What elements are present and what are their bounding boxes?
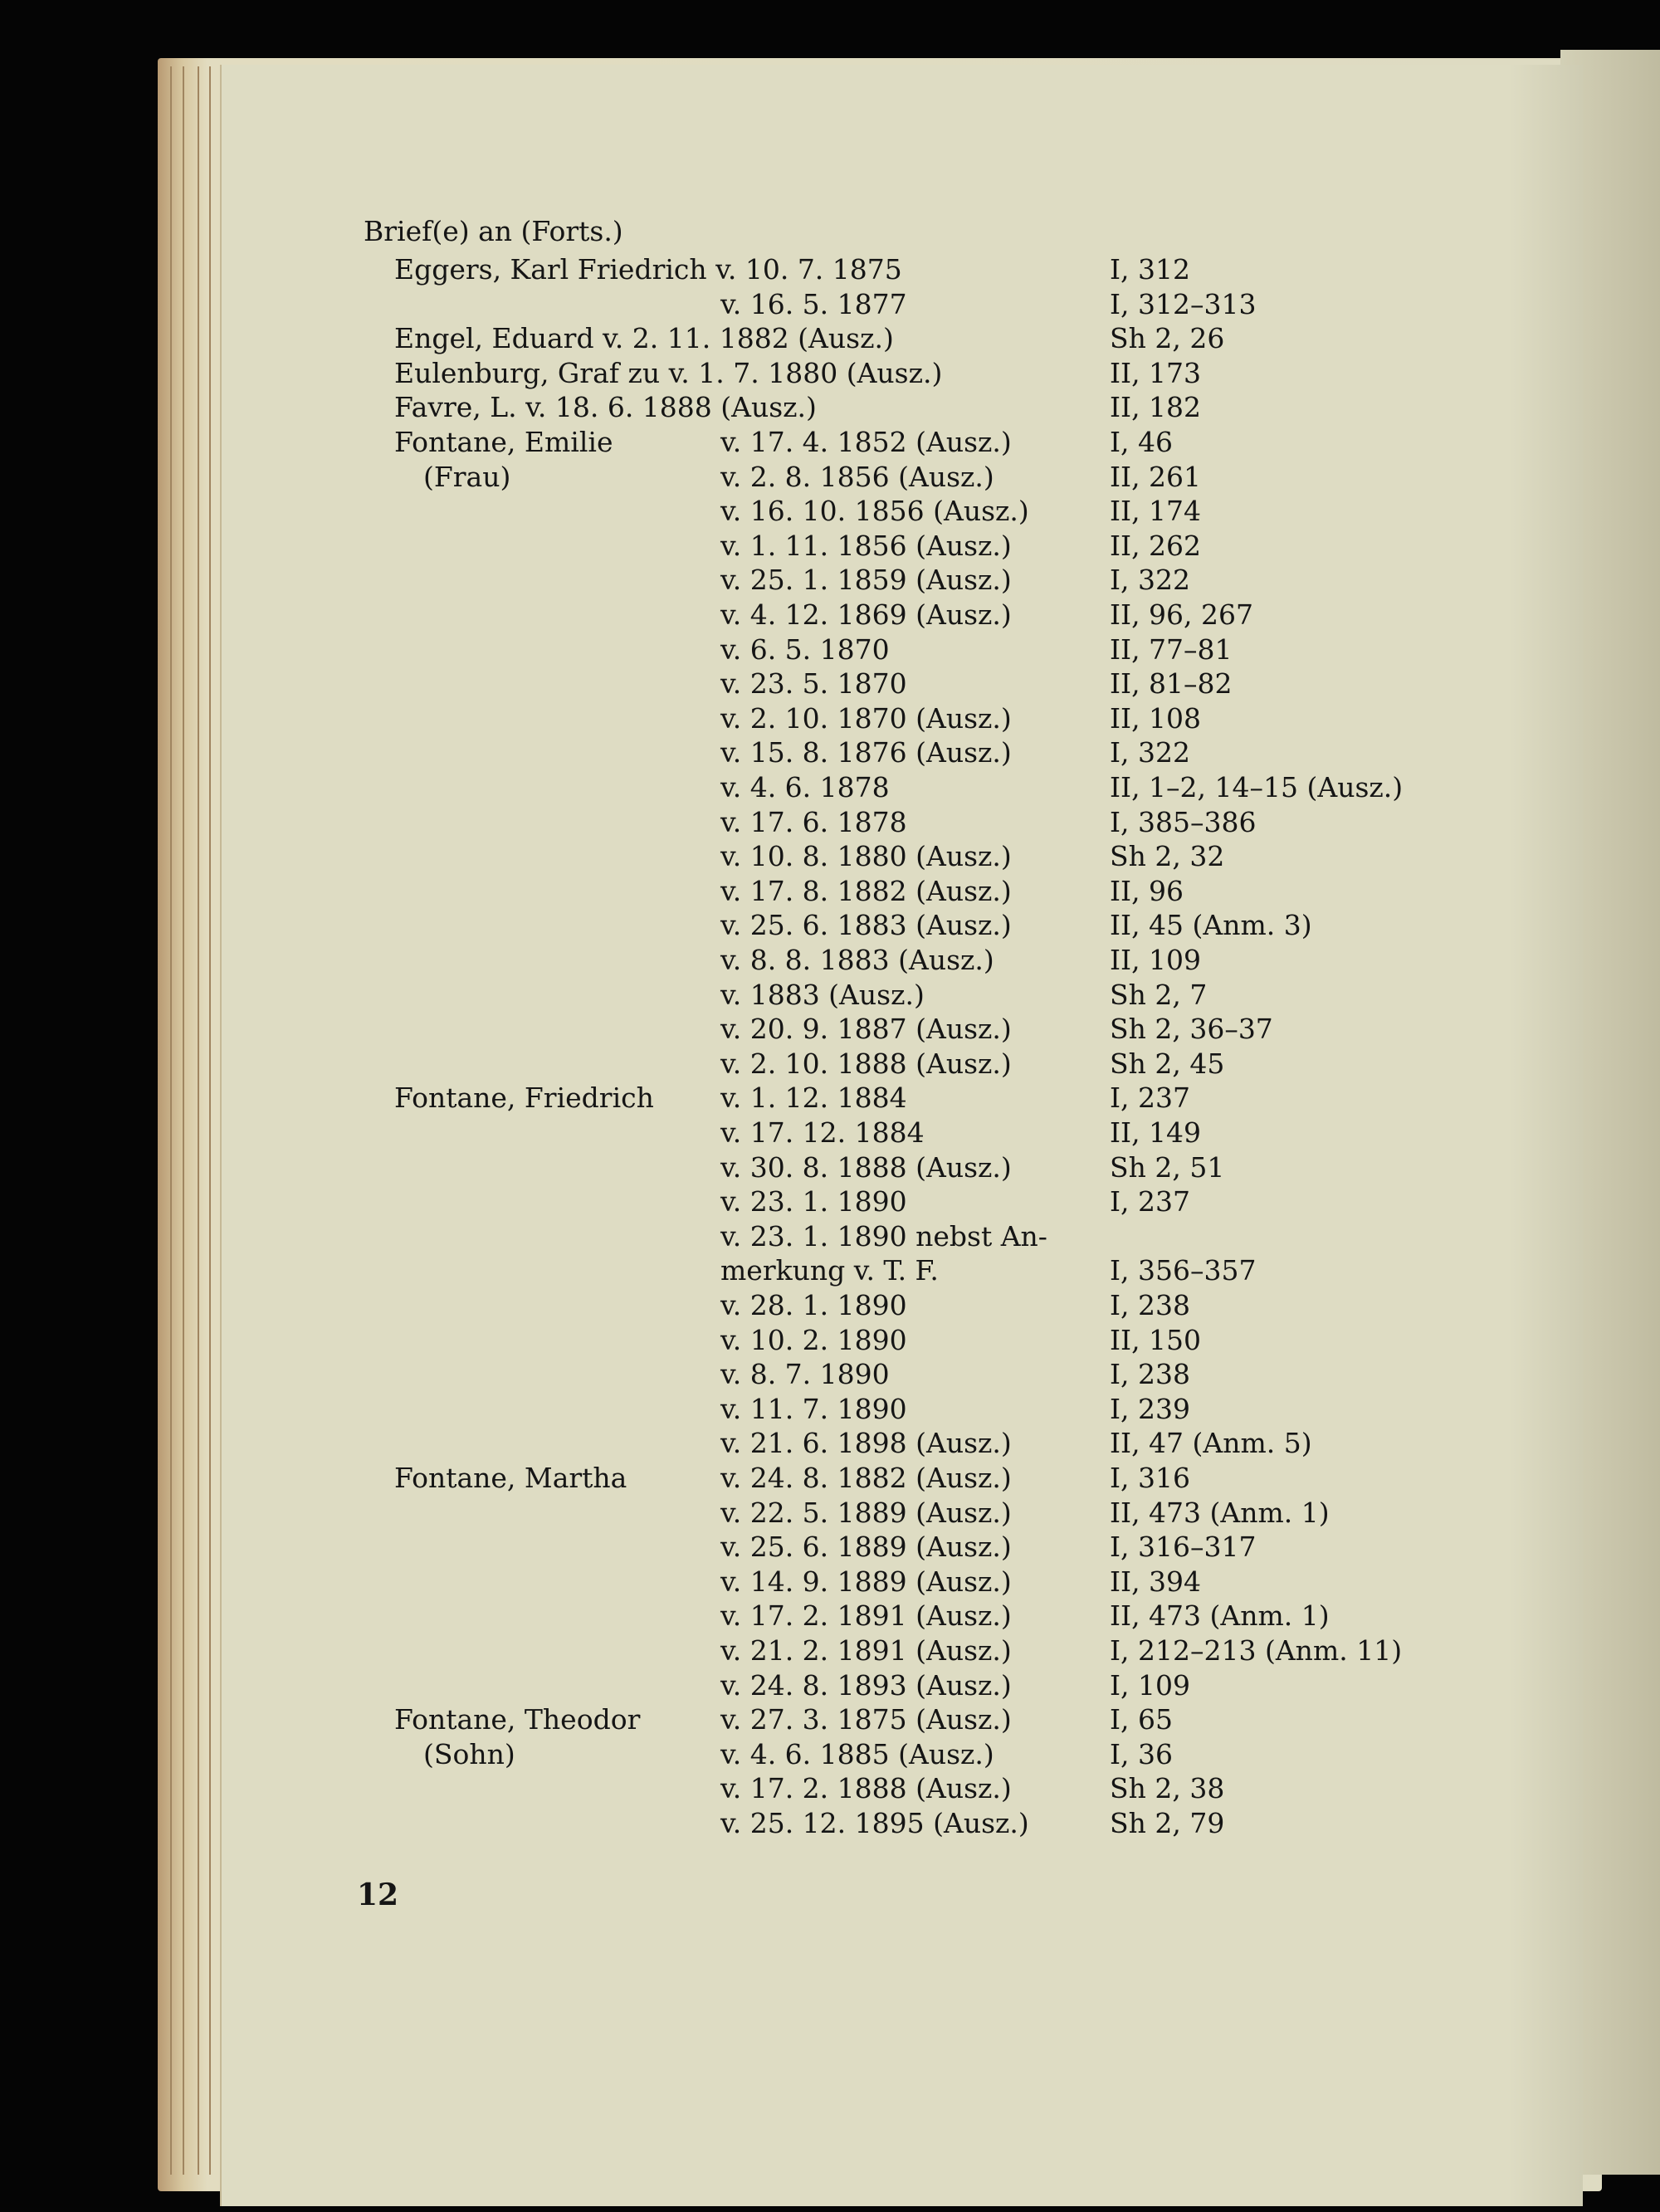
entry-reference: I, 322 xyxy=(1110,736,1191,769)
entry-date: v. 23. 1. 1890 xyxy=(720,1185,907,1218)
entry-date: merkung v. T. F. xyxy=(720,1254,939,1287)
entry-reference: II, 96 xyxy=(1110,875,1184,907)
entry-name: Fontane, Martha xyxy=(394,1462,627,1494)
entry-date: v. 17. 6. 1878 xyxy=(720,806,907,838)
entry-reference: I, 239 xyxy=(1110,1393,1191,1425)
entry-date: v. 25. 6. 1889 (Ausz.) xyxy=(720,1531,1012,1563)
entry-date: v. 17. 12. 1884 xyxy=(720,1116,925,1149)
entry-reference: I, 316–317 xyxy=(1110,1531,1257,1563)
entry-reference: Sh 2, 79 xyxy=(1110,1807,1225,1839)
entry-reference: II, 108 xyxy=(1110,702,1202,735)
entry-date: v. 4. 12. 1869 (Ausz.) xyxy=(720,598,1012,631)
entry-reference: I, 356–357 xyxy=(1110,1254,1257,1287)
entry-reference: II, 47 (Anm. 5) xyxy=(1110,1427,1312,1459)
entry-date: v. 25. 1. 1859 (Ausz.) xyxy=(720,564,1012,596)
entry-date: v. 14. 9. 1889 (Ausz.) xyxy=(720,1565,1012,1598)
entry-reference: II, 109 xyxy=(1110,944,1202,976)
entry-reference: I, 312–313 xyxy=(1110,288,1257,320)
entry-reference: I, 46 xyxy=(1110,426,1174,458)
entry-reference: Sh 2, 36–37 xyxy=(1110,1013,1273,1045)
entry-reference: II, 174 xyxy=(1110,495,1202,527)
entry-reference: Sh 2, 51 xyxy=(1110,1151,1225,1184)
entry-reference: II, 1–2, 14–15 (Ausz.) xyxy=(1110,771,1404,803)
entry-reference: II, 77–81 xyxy=(1110,633,1233,666)
entry-reference: I, 385–386 xyxy=(1110,806,1257,838)
entry-reference: II, 261 xyxy=(1110,461,1202,493)
entry-name: (Frau) xyxy=(423,461,511,493)
entry-name: Fontane, Theodor xyxy=(394,1703,641,1736)
entry-reference: I, 109 xyxy=(1110,1669,1191,1702)
entry-date: v. 21. 2. 1891 (Ausz.) xyxy=(720,1634,1012,1667)
entry-date: v. 17. 8. 1882 (Ausz.) xyxy=(720,875,1012,907)
entry-date: v. 4. 6. 1878 xyxy=(720,771,890,803)
entry-date: v. 28. 1. 1890 xyxy=(720,1289,907,1321)
entry-date: v. 17. 2. 1888 (Ausz.) xyxy=(720,1772,1012,1804)
entry-date: v. 24. 8. 1893 (Ausz.) xyxy=(720,1669,1012,1702)
entry-date: v. 2. 10. 1870 (Ausz.) xyxy=(720,702,1012,735)
entry-reference: II, 173 xyxy=(1110,357,1202,389)
entry-reference: II, 473 (Anm. 1) xyxy=(1110,1497,1330,1529)
entry-date: v. 10. 2. 1890 xyxy=(720,1324,907,1356)
page-edge-line xyxy=(198,66,199,2175)
entry-reference: II, 182 xyxy=(1110,391,1202,423)
entry-reference: II, 473 (Anm. 1) xyxy=(1110,1599,1330,1632)
entry-reference: II, 45 (Anm. 3) xyxy=(1110,909,1312,941)
entry-reference: II, 150 xyxy=(1110,1324,1202,1356)
entry-reference: Sh 2, 26 xyxy=(1110,322,1225,354)
entry-date: v. 24. 8. 1882 (Ausz.) xyxy=(720,1462,1012,1494)
entry-date: v. 23. 5. 1870 xyxy=(720,667,907,700)
entry-date: v. 6. 5. 1870 xyxy=(720,633,890,666)
entry-reference: I, 237 xyxy=(1110,1082,1191,1114)
entry-date: v. 25. 6. 1883 (Ausz.) xyxy=(720,909,1012,941)
entry-date: v. 11. 7. 1890 xyxy=(720,1393,907,1425)
entry-reference: I, 316 xyxy=(1110,1462,1191,1494)
entry-reference: II, 96, 267 xyxy=(1110,598,1254,631)
entry-date: v. 2. 8. 1856 (Ausz.) xyxy=(720,461,994,493)
entry-reference: I, 238 xyxy=(1110,1289,1191,1321)
entry-reference: Sh 2, 32 xyxy=(1110,840,1225,872)
entry-date: v. 17. 2. 1891 (Ausz.) xyxy=(720,1599,1012,1632)
entry-date: v. 2. 10. 1888 (Ausz.) xyxy=(720,1047,1012,1080)
page-edge-line xyxy=(170,66,172,2175)
index-header: Brief(e) an (Forts.) xyxy=(364,215,623,247)
entry-date: v. 21. 6. 1898 (Ausz.) xyxy=(720,1427,1012,1459)
entry-name: Eggers, Karl Friedrich v. 10. 7. 1875 xyxy=(394,253,902,286)
entry-name: Engel, Eduard v. 2. 11. 1882 (Ausz.) xyxy=(394,322,894,354)
page-edge-line xyxy=(209,66,211,2175)
entry-date: v. 16. 10. 1856 (Ausz.) xyxy=(720,495,1029,527)
entry-date: v. 4. 6. 1885 (Ausz.) xyxy=(720,1738,994,1770)
entry-date: v. 16. 5. 1877 xyxy=(720,288,907,320)
entry-name: Favre, L. v. 18. 6. 1888 (Ausz.) xyxy=(394,391,817,423)
entry-reference: Sh 2, 45 xyxy=(1110,1047,1225,1080)
entry-reference: I, 212–213 (Anm. 11) xyxy=(1110,1634,1403,1667)
entry-reference: I, 238 xyxy=(1110,1358,1191,1390)
entry-reference: I, 312 xyxy=(1110,253,1191,286)
entry-date: v. 17. 4. 1852 (Ausz.) xyxy=(720,426,1012,458)
entry-date: v. 25. 12. 1895 (Ausz.) xyxy=(720,1807,1029,1839)
entry-date: v. 1. 12. 1884 xyxy=(720,1082,907,1114)
page-number: 12 xyxy=(357,1878,399,1912)
entry-date: v. 22. 5. 1889 (Ausz.) xyxy=(720,1497,1012,1529)
entry-date: v. 23. 1. 1890 nebst An- xyxy=(720,1220,1047,1252)
entry-date: v. 20. 9. 1887 (Ausz.) xyxy=(720,1013,1012,1045)
entry-reference: II, 394 xyxy=(1110,1565,1202,1598)
entry-reference: I, 36 xyxy=(1110,1738,1174,1770)
entry-date: v. 10. 8. 1880 (Ausz.) xyxy=(720,840,1012,872)
entry-name: (Sohn) xyxy=(423,1738,515,1770)
entry-name: Fontane, Emilie xyxy=(394,426,613,458)
entry-reference: I, 65 xyxy=(1110,1703,1174,1736)
entry-date: v. 30. 8. 1888 (Ausz.) xyxy=(720,1151,1012,1184)
entry-reference: II, 81–82 xyxy=(1110,667,1233,700)
page-edge-line xyxy=(183,66,184,2175)
entry-date: v. 15. 8. 1876 (Ausz.) xyxy=(720,736,1012,769)
entry-reference: I, 322 xyxy=(1110,564,1191,596)
entry-name: Eulenburg, Graf zu v. 1. 7. 1880 (Ausz.) xyxy=(394,357,943,389)
entry-date: v. 8. 8. 1883 (Ausz.) xyxy=(720,944,994,976)
entry-date: v. 1883 (Ausz.) xyxy=(720,979,925,1011)
entry-reference: I, 237 xyxy=(1110,1185,1191,1218)
entry-date: v. 27. 3. 1875 (Ausz.) xyxy=(720,1703,1012,1736)
entry-name: Fontane, Friedrich xyxy=(394,1082,654,1114)
entry-reference: Sh 2, 7 xyxy=(1110,979,1208,1011)
entry-reference: Sh 2, 38 xyxy=(1110,1772,1225,1804)
entry-reference: II, 262 xyxy=(1110,530,1202,562)
entry-reference: II, 149 xyxy=(1110,1116,1202,1149)
entry-date: v. 8. 7. 1890 xyxy=(720,1358,890,1390)
entry-date: v. 1. 11. 1856 (Ausz.) xyxy=(720,530,1012,562)
